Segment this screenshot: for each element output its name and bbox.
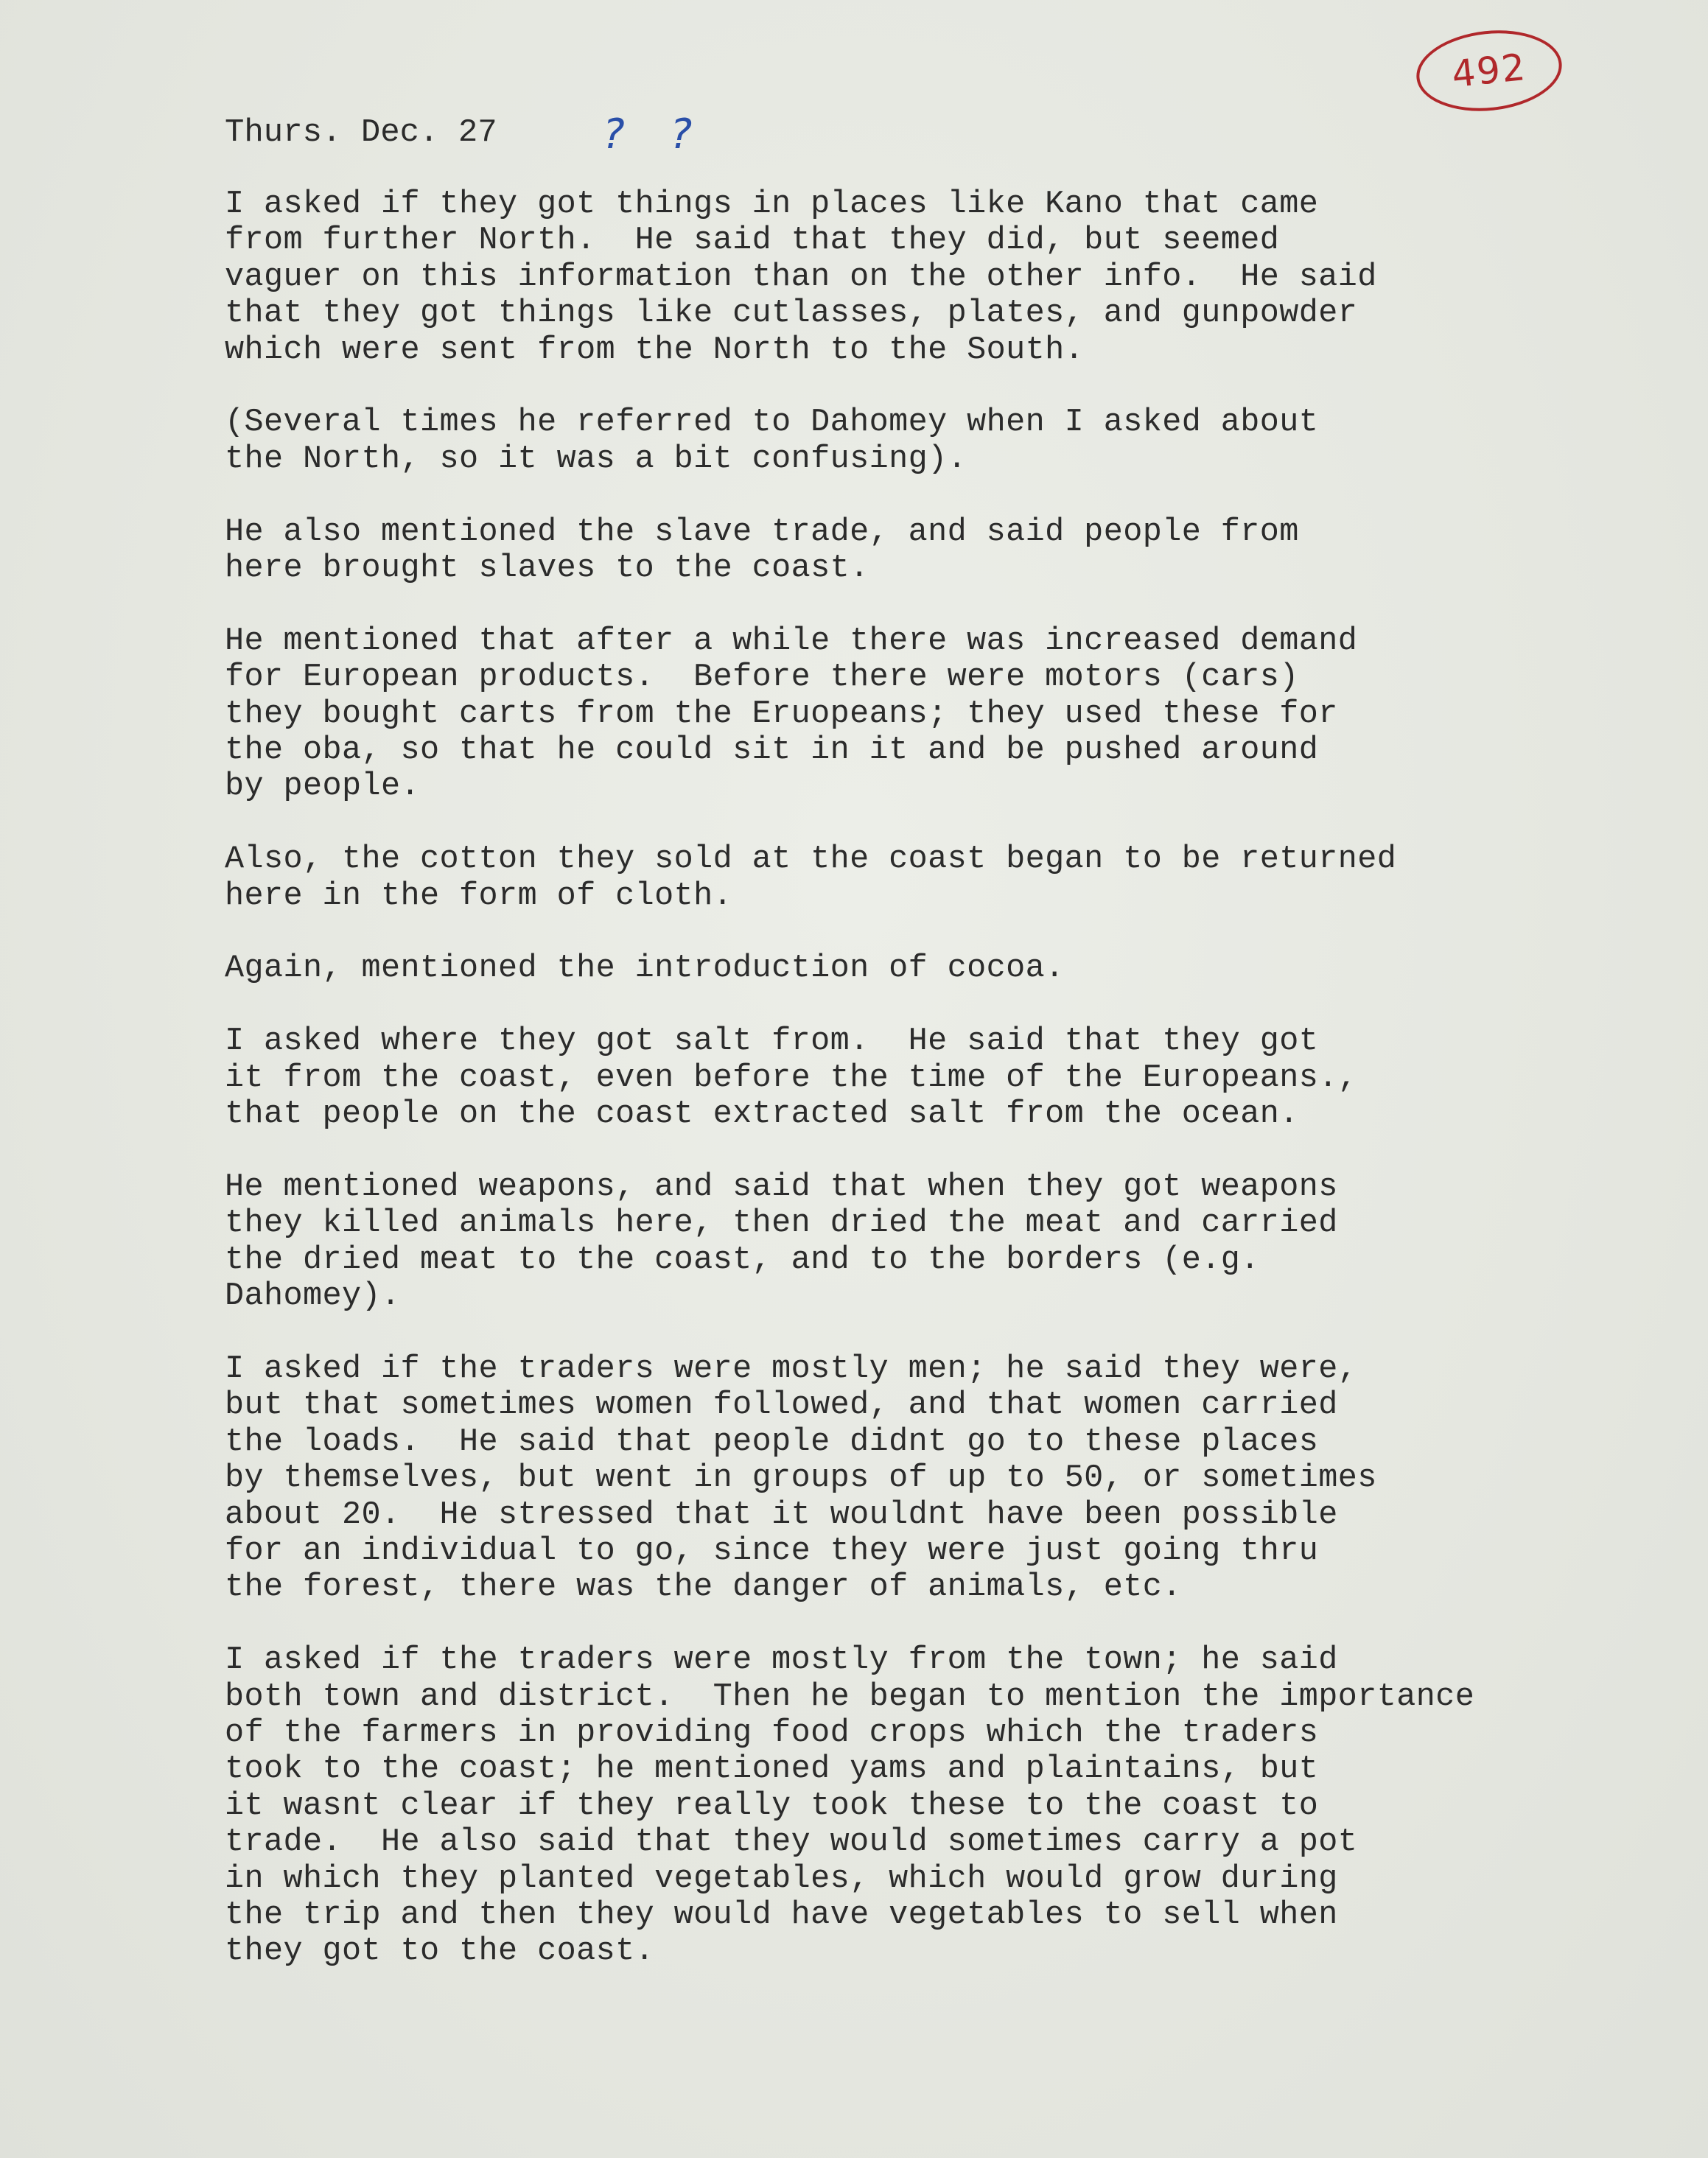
paragraph: [225, 950, 1691, 987]
paragraph: [225, 841, 1691, 914]
text-line: I asked if they got things in places like Kano that came: [225, 186, 1319, 223]
paragraph: [225, 623, 1691, 805]
text-line: the North, so it was a bit confusing).: [225, 441, 967, 477]
paragraph: [225, 1023, 1691, 1132]
text-line: it wasnt clear if they really took these to the coast to: [225, 1787, 1319, 1824]
text-line: which were sent from the North to the South.: [225, 332, 1085, 368]
paragraph: [225, 404, 1691, 477]
text-line: about 20. He stressed that it wouldnt have been possible: [225, 1496, 1338, 1533]
text-line: the trip and then they would have vegetables to sell when: [225, 1896, 1338, 1933]
text-line: that people on the coast extracted salt from the ocean.: [225, 1096, 1299, 1133]
text-line: I asked if the traders were mostly from the town; he said: [225, 1642, 1338, 1679]
text-line: here brought slaves to the coast.: [225, 550, 869, 587]
text-line: from further North. He said that they did, but seemed: [225, 223, 1280, 259]
text-line: they got to the coast.: [225, 1933, 655, 1970]
text-line: the dried meat to the coast, and to the borders (e.g.: [225, 1241, 1260, 1278]
text-line: He also mentioned the slave trade, and said people from: [225, 514, 1299, 550]
paragraph: [225, 514, 1691, 587]
paragraph: [225, 1351, 1691, 1606]
text-line: the forest, there was the danger of animals, etc.: [225, 1569, 1182, 1606]
text-line: Dahomey).: [225, 1278, 401, 1315]
text-line: I asked if the traders were mostly men; he said they were,: [225, 1350, 1358, 1387]
text-line: they bought carts from the Eruopeans; they used these for: [225, 696, 1338, 732]
text-line: the oba, so that he could sit in it and be pushed around: [225, 732, 1319, 769]
text-line: I asked where they got salt from. He said that they got: [225, 1023, 1319, 1060]
handwritten-annotation: ? ?: [603, 111, 709, 158]
text-line: (Several times he referred to Dahomey when I asked about: [225, 404, 1319, 441]
text-line: in which they planted vegetables, which would grow during: [225, 1860, 1338, 1897]
paragraph: [225, 1642, 1691, 1970]
text-line: trade. He also said that they would sometimes carry a pot: [225, 1824, 1358, 1861]
page-number: 492: [1449, 45, 1529, 97]
text-line: but that sometimes women followed, and that women carried: [225, 1387, 1338, 1424]
text-line: by people.: [225, 768, 421, 805]
page-number-circle: [1413, 24, 1566, 118]
date-header: Thurs. Dec. 27: [225, 114, 497, 151]
text-line: both town and district. Then he began to mention the importance: [225, 1678, 1475, 1715]
text-line: they killed animals here, then dried the meat and carried: [225, 1205, 1338, 1242]
text-line: took to the coast; he mentioned yams and plaintains, but: [225, 1751, 1319, 1788]
text-line: He mentioned that after a while there was increased demand: [225, 623, 1358, 659]
text-line: Also, the cotton they sold at the coast began to be returned: [225, 841, 1397, 878]
text-line: here in the form of cloth.: [225, 877, 733, 914]
text-line: for an individual to go, since they were just going thru: [225, 1532, 1319, 1569]
text-line: by themselves, but went in groups of up to 50, or sometimes: [225, 1460, 1377, 1497]
text-line: Again, mentioned the introduction of cocoa.: [225, 950, 1065, 987]
text-line: the loads. He said that people didnt go to these places: [225, 1423, 1319, 1460]
text-line: for European products. Before there were motors (cars): [225, 659, 1299, 696]
text-line: that they got things like cutlasses, plates, and gunpowder: [225, 295, 1358, 332]
typed-body: [225, 186, 1691, 2006]
text-line: it from the coast, even before the time of the Europeans.,: [225, 1059, 1358, 1096]
text-line: vaguer on this information than on the other info. He said: [225, 259, 1377, 295]
text-line: of the farmers in providing food crops which the traders: [225, 1714, 1319, 1751]
paragraph: [225, 186, 1691, 368]
text-line: He mentioned weapons, and said that when they got weapons: [225, 1169, 1338, 1205]
paragraph: [225, 1169, 1691, 1315]
